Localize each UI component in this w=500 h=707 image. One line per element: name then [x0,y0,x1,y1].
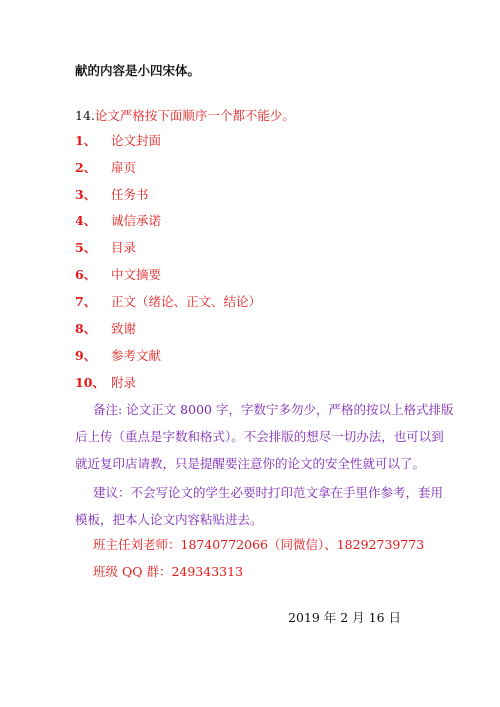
list-item-text: 中文摘要 [111,267,162,282]
list-item-number: 7、 [75,294,97,309]
list-item-text: 目录 [111,240,137,255]
list-item [0,211,500,229]
list-item-text: 诚信承诺 [111,213,162,228]
suggestion-line: 模板，把本人论文内容粘贴进去。 [75,512,263,527]
list-item-number: 3、 [75,187,97,202]
list-item-text: 正文（绪论、正文、结论） [111,294,262,309]
list-item-number: 8、 [75,321,97,336]
list-item [0,319,500,337]
note-line: 就近复印店请教，只是提醒要注意你的论文的安全性就可以了。 [75,456,426,471]
document-date: 2019 年 2 月 16 日 [288,610,402,625]
note-line: 后上传（重点是字数和格式）。不会排版的想尽一切办法，也可以到 [75,429,444,444]
list-item [0,265,500,283]
heading-number: 14. [75,108,95,123]
list-item-text: 附录 [111,375,137,390]
list-item-text: 任务书 [111,187,149,202]
list-item-number: 2、 [75,160,97,175]
list-item [0,346,500,364]
list-item [0,373,500,391]
list-item-number: 5、 [75,240,97,255]
section-heading [75,108,295,124]
list-item-text: 致谢 [111,321,137,336]
qq-group: 班级 QQ 群：249343313 [93,564,244,579]
suggestion-line: 建议：不会写论文的学生必要时打印范文拿在手里作参考，套用 [93,485,444,500]
list-item-text: 扉页 [111,160,137,175]
intro-line: 献的内容是小四宋体。 [75,63,201,78]
heading-text: 论文严格按下面顺序一个都不能少。 [94,108,295,123]
list-item-text: 论文封面 [111,133,162,148]
list-item-number: 9、 [75,348,97,363]
list-item [0,131,500,149]
list-item-text: 参考文献 [111,348,162,363]
list-item [0,185,500,203]
list-item [0,158,500,176]
list-item-number: 6、 [75,267,97,282]
note-line: 备注: 论文正文 8000 字，字数宁多勿少，严格的按以上格式排版 [93,402,454,417]
teacher-contact: 班主任刘老师：18740772066（同微信）、18292739773 [93,537,425,552]
list-item-number: 1、 [75,133,97,148]
list-item [0,238,500,256]
list-item [0,292,500,310]
list-item-number: 4、 [75,213,97,228]
list-item-number: 10、 [75,375,105,390]
